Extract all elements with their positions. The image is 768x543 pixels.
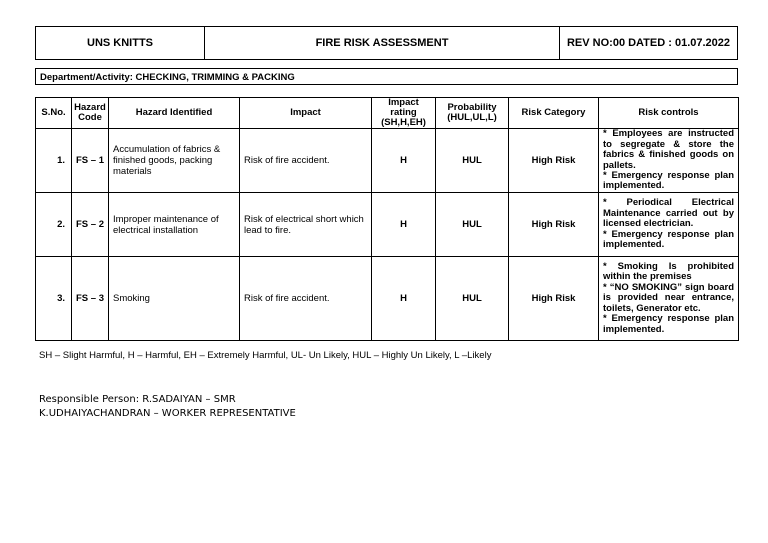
worker-representative: K.UDHAIYACHANDRAN – WORKER REPRESENTATIVE [39, 408, 296, 419]
control-item: * Employees are instructed to segregate & store the fabrics & finished goods on pallets. [603, 128, 734, 171]
impact: Risk of electrical short which lead to fire. [240, 193, 372, 257]
column-header: S.No. [36, 98, 72, 129]
control-item: * Smoking Is prohibited within the premises [603, 261, 734, 283]
column-header: Risk controls [599, 98, 739, 129]
impact-rating: H [372, 129, 436, 193]
probability: HUL [436, 193, 509, 257]
table-header-row [36, 98, 739, 129]
responsible-persons [39, 393, 296, 421]
header-table [35, 26, 738, 60]
control-item: * Emergency response plan implemented. [603, 228, 734, 251]
probability: HUL [436, 257, 509, 341]
hazard-code: FS – 2 [72, 193, 109, 257]
column-header: Impact rating (SH,H,EH) [372, 98, 436, 129]
column-header: Hazard Identified [109, 98, 240, 129]
risk-category: High Risk [509, 257, 599, 341]
table-row [36, 193, 739, 257]
document-title: FIRE RISK ASSESSMENT [205, 27, 560, 60]
table-row [36, 129, 739, 193]
hazard-identified: Smoking [109, 257, 240, 341]
control-item: * Emergency response plan implemented. [603, 169, 734, 192]
hazard-code: FS – 3 [72, 257, 109, 341]
rating-legend: SH – Slight Harmful, H – Harmful, EH – Extremely Harmful, UL- Un Likely, HUL – Highly Un Likely, L –Likely [39, 350, 492, 361]
column-header: Hazard Code [72, 98, 109, 129]
hazard-identified: Accumulation of fabrics & finished goods, packing materials [109, 129, 240, 193]
column-header: Risk Category [509, 98, 599, 129]
hazard-identified: Improper maintenance of electrical installation [109, 193, 240, 257]
risk-controls [599, 193, 739, 257]
risk-controls [599, 129, 739, 193]
risk-assessment-table [35, 97, 739, 341]
risk-category: High Risk [509, 129, 599, 193]
control-item: * “NO SMOKING” sign board is provided near entrance, toilets, Generator etc. [603, 281, 734, 314]
control-item: * Periodical Electrical Maintenance carried out by licensed electrician. [603, 197, 734, 230]
impact-rating: H [372, 193, 436, 257]
serial-number: 2. [36, 193, 72, 257]
impact: Risk of fire accident. [240, 257, 372, 341]
control-item: * Emergency response plan implemented. [603, 313, 734, 335]
risk-controls [599, 257, 739, 341]
impact-rating: H [372, 257, 436, 341]
revision-info: REV NO:00 DATED : 01.07.2022 [560, 27, 738, 60]
table-row [36, 257, 739, 341]
serial-number: 1. [36, 129, 72, 193]
risk-category: High Risk [509, 193, 599, 257]
column-header: Impact [240, 98, 372, 129]
probability: HUL [436, 129, 509, 193]
impact: Risk of fire accident. [240, 129, 372, 193]
company-name: UNS KNITTS [36, 27, 205, 60]
responsible-person: Responsible Person: R.SADAIYAN – SMR [39, 394, 236, 405]
hazard-code: FS – 1 [72, 129, 109, 193]
column-header: Probability (HUL,UL,L) [436, 98, 509, 129]
department-activity: Department/Activity: CHECKING, TRIMMING & PACKING [35, 68, 738, 85]
serial-number: 3. [36, 257, 72, 341]
